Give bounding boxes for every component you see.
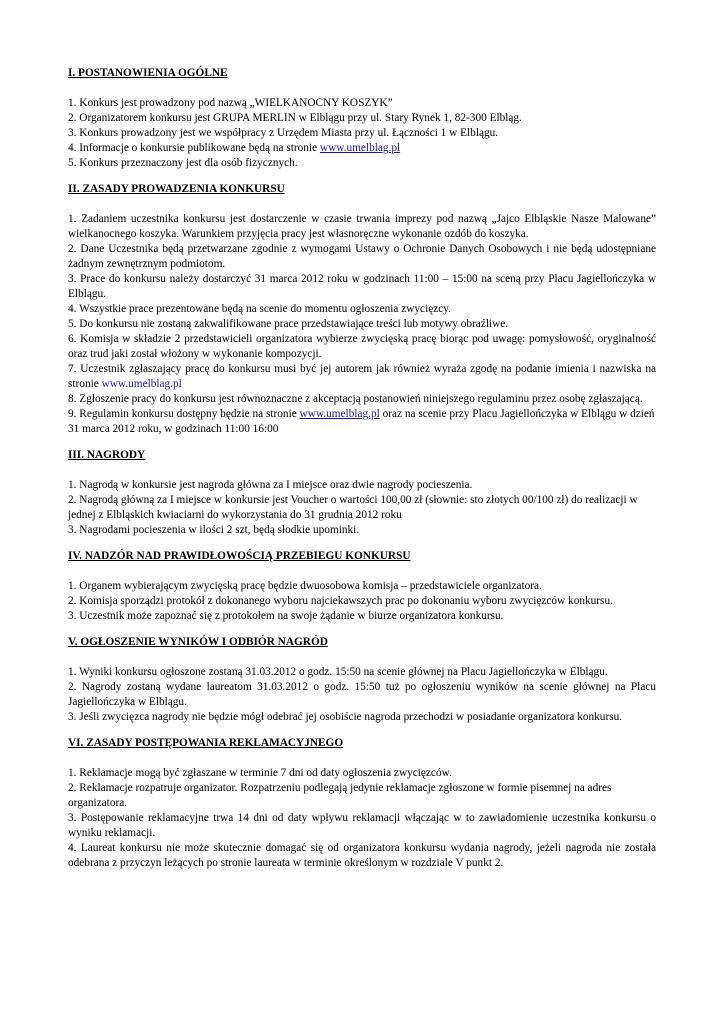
list-item: 1. Zadaniem uczestnika konkursu jest dostarczenie w czasie trwania imprezy pod nazwą „Jajco Elbląskie Nasze Malowane” wielkanocnego koszyka. Warunkiem przyjęcia pracy jest własnoręczne wykonanie ozdób do koszyka. bbox=[68, 213, 656, 240]
item-text: 4. Informacje o konkursie publikowane będą na stronie bbox=[68, 142, 320, 154]
list-item: 8. Zgłoszenie pracy do konkursu jest równoznaczne z akceptacją postanowień niniejszego regulaminu przez osobę zgłaszającą. bbox=[68, 393, 643, 405]
section-complaints bbox=[68, 736, 656, 871]
list-item: 5. Konkurs przeznaczony jest dla osób fizycznych. bbox=[68, 157, 298, 169]
list-item: 3. Jeśli zwycięzca nagrody nie będzie mógł odebrać jej osobiście nagroda przechodzi w posiadanie organizatora konkursu. bbox=[68, 711, 623, 723]
list-item: 1. Konkurs jest prowadzony pod nazwą „WIELKANOCNY KOSZYK” bbox=[68, 97, 393, 109]
list-item: 1. Wyniki konkursu ogłoszone zostaną 31.03.2012 o godz. 15:50 na scenie głównej na Placu Jagiellończyka w Elblągu. bbox=[68, 666, 608, 678]
list-item: 2. Nagrodą główną za I miejsce w konkursie jest Voucher o wartości 100,00 zł (słownie: sto złotych 00/100 zł) do realizacji w jednej z Elbląskich kwiaciarni do wykorzystania do 31 grudnia 2012 roku bbox=[68, 494, 638, 521]
regulations-body bbox=[68, 66, 656, 882]
section-heading: IV. NADZÓR NAD PRAWIDŁOWOŚCIĄ PRZEBIEGU KONKURSU bbox=[68, 550, 411, 562]
list-item bbox=[68, 141, 656, 156]
section-heading: VI. ZASADY POSTĘPOWANIA REKLAMACYJNEGO bbox=[68, 737, 344, 749]
list-item bbox=[68, 407, 656, 437]
section-general-provisions bbox=[68, 66, 656, 171]
website-text: www.umelblag.pl bbox=[101, 378, 182, 390]
list-item: 4. Laureat konkursu nie może skutecznie domagać się od organizatora konkursu wydania nagrody, jeżeli nagroda nie została odebrana z przyczyn leżących po stronie laureata w terminie określonym w rozdziale V punkt 2. bbox=[68, 842, 656, 869]
list-item: 2. Nagrody zostaną wydane laureatom 31.03.2012 o godz. 15:50 tuż po ogłoszeniu wyników na scenie głównej na Placu Jagiellończyka w Elblągu. bbox=[68, 681, 656, 708]
list-item: 1. Organem wybierającym zwycięską pracę będzie dwuosobowa komisja – przedstawiciele organizatora. bbox=[68, 580, 542, 592]
list-item: 5. Do konkursu nie zostaną zakwalifikowane prace przedstawiające treści lub motywy obraźliwe. bbox=[68, 318, 509, 330]
list-item: 3. Nagrodami pocieszenia w ilości 2 szt, będą słodkie upominki. bbox=[68, 524, 360, 536]
list-item: 3. Prace do konkursu należy dostarczyć 31 marca 2012 roku w godzinach 11:00 – 15:00 na sceną przy Placu Jagiellończyka w Elblągu. bbox=[68, 273, 656, 300]
list-item: 1. Reklamacje mogą być zgłaszane w terminie 7 dni od daty ogłoszenia zwycięzców. bbox=[68, 767, 452, 779]
list-item: 3. Konkurs prowadzony jest we współpracy z Urzędem Miasta przy ul. Łączności 1 w Elblągu. bbox=[68, 127, 499, 139]
section-supervision bbox=[68, 549, 656, 624]
list-item bbox=[68, 362, 656, 392]
section-heading: II. ZASADY PROWADZENIA KONKURSU bbox=[68, 183, 285, 195]
section-contest-rules bbox=[68, 182, 656, 437]
list-item: 2. Dane Uczestnika będą przetwarzane zgodnie z wymogami Ustawy o Ochronie Danych Osobowych i nie będą udostępniane żadnym zewnętrznym podmiotom. bbox=[68, 243, 656, 270]
list-item: 3. Postępowanie reklamacyjne trwa 14 dni od daty wpływu reklamacji włączając w to zawiadomienie uczestnika konkursu o wyniku reklamacji. bbox=[68, 812, 656, 839]
website-link[interactable]: www.umelblag.pl bbox=[319, 142, 401, 154]
list-item: 2. Organizatorem konkursu jest GRUPA MERLIN w Elblągu przy ul. Stary Rynek 1, 82-300 Elbląg. bbox=[68, 112, 522, 124]
item-text: 9. Regulamin konkursu dostępny będzie na stronie bbox=[68, 408, 300, 420]
list-item: 1. Nagrodą w konkursie jest nagroda główna za I miejsce oraz dwie nagrody pocieszenia. bbox=[68, 479, 473, 491]
section-results-announcement bbox=[68, 635, 656, 725]
section-heading: III. NAGRODY bbox=[68, 449, 146, 461]
list-item: 3. Uczestnik może zapoznać się z protokołem na swoje żądanie w biurze organizatora konkursu. bbox=[68, 610, 504, 622]
list-item: 2. Reklamacje rozpatruje organizator. Rozpatrzeniu podlegają jedynie reklamacje zgłoszone w formie pisemnej na adres organizatora. bbox=[68, 782, 612, 809]
item-text: oraz na scenie przy Placu Jagiellończyka w Elblągu w dzień 31 marca 2012 roku, w godzinach 11:00 16:00 bbox=[68, 408, 655, 435]
list-item: 6. Komisja w składzie 2 przedstawicieli organizatora wybierze zwycięską pracę biorąc pod uwagę: pomysłowość, oryginalność oraz trud jaki został włożony w wykonanie kompozycji. bbox=[68, 333, 656, 360]
section-prizes bbox=[68, 448, 656, 538]
item-text: 7. Uczestnik zgłaszający pracę do konkursu musi być jej autorem jak również wyraża zgodę na podanie imienia i nazwiska na stronie bbox=[68, 363, 656, 390]
section-heading: I. POSTANOWIENIA OGÓLNE bbox=[68, 67, 228, 79]
section-heading: V. OGŁOSZENIE WYNIKÓW I ODBIÓR NAGRÓD bbox=[68, 636, 328, 648]
list-item: 4. Wszystkie prace prezentowane będą na scenie do momentu ogłoszenia zwycięzcy. bbox=[68, 303, 451, 315]
website-link[interactable]: www.umelblag.pl bbox=[299, 408, 380, 420]
list-item: 2. Komisja sporządzi protokół z dokonanego wyboru najciekawszych prac po dokonaniu wyboru zwycięzców konkursu. bbox=[68, 595, 613, 607]
